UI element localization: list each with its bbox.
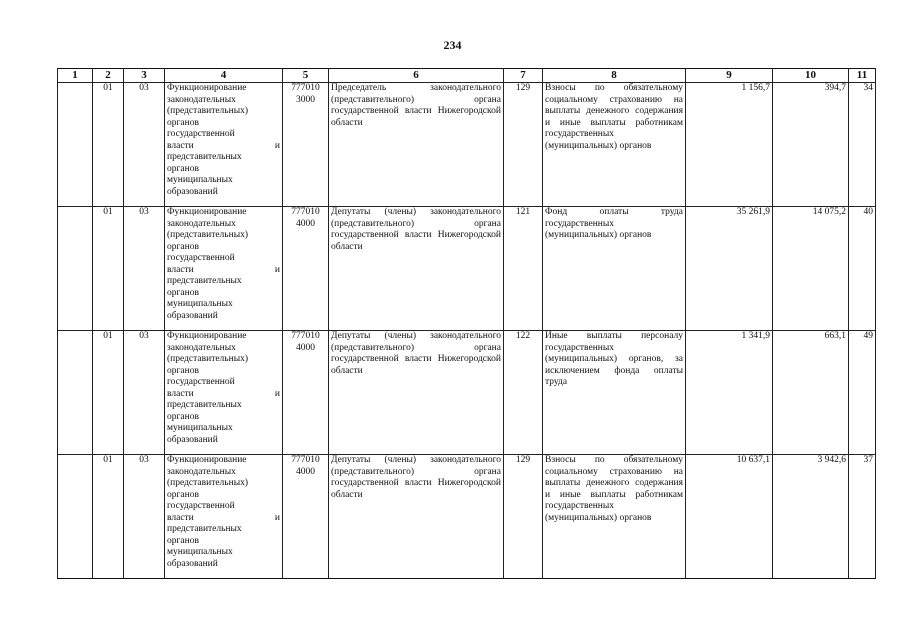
cell-recipient: Депутаты (члены) законодательного (представительного) органа государственной власти Нижегородской области: [329, 331, 504, 455]
code-line: 4000: [296, 218, 315, 229]
cell-amount-plan: 1 341,9: [686, 331, 773, 455]
text-line: органов: [167, 287, 199, 298]
cell-expense-description: Иные выплаты персоналу государственных (муниципальных) органов, за исключением фонда оплаты труда: [543, 331, 686, 455]
code-line: 777010: [291, 83, 320, 93]
text-line: органов: [167, 365, 199, 376]
cell-recipient: Председатель законодательного (представительного) органа государственной власти Нижегородской области: [329, 83, 504, 207]
text-line: органов: [167, 411, 199, 422]
text-word: власти: [167, 388, 194, 399]
text-line: законодательных: [167, 466, 236, 477]
code-line: 4000: [296, 466, 315, 477]
text-line: органов: [167, 489, 199, 500]
text-line: Функционирование: [167, 331, 247, 341]
page-number: 234: [443, 38, 462, 52]
text-word: и: [274, 388, 280, 399]
cell-recipient: Депутаты (члены) законодательного (представительного) органа государственной власти Нижегородской области: [329, 207, 504, 331]
cell-recipient: Депутаты (члены) законодательного (представительного) органа государственной власти Нижегородской области: [329, 455, 504, 579]
header-row: [58, 69, 876, 83]
text-line: образований: [167, 310, 218, 321]
text-line: органов: [167, 241, 199, 252]
text-line: образований: [167, 558, 218, 569]
justified-line: [167, 141, 280, 153]
text-line: Функционирование: [167, 83, 247, 93]
cell-subsection: 03: [124, 207, 165, 331]
cell-expense-description: Взносы по обязательному социальному страхованию на выплаты денежного содержания и иные выплаты работникам государственных (муниципальных) органов: [543, 83, 686, 207]
text-line: государственной: [167, 253, 235, 263]
cell-expense-description: Фонд оплаты труда государственных (муниципальных) органов: [543, 207, 686, 331]
text-line: (представительных): [167, 106, 249, 116]
cell-col1: [58, 455, 93, 579]
cell-subsection: 03: [124, 455, 165, 579]
code-line: 777010: [291, 331, 320, 341]
text-line: (представительных): [167, 230, 249, 240]
justified-line: [167, 513, 280, 525]
table-row: [58, 331, 876, 455]
justified-line: [167, 389, 280, 401]
text-line: органов: [167, 535, 199, 546]
cell-function-name: [165, 331, 283, 455]
cell-percent: 49: [849, 331, 876, 455]
text-line: (представительных): [167, 354, 249, 364]
text-line: представительных: [167, 276, 242, 286]
budget-table: [57, 68, 876, 579]
text-line: Функционирование: [167, 207, 247, 217]
table-row: [58, 207, 876, 331]
text-line: образований: [167, 434, 218, 445]
cell-subsection: 03: [124, 83, 165, 207]
text-line: Функционирование: [167, 455, 247, 465]
column-header-11: 11: [849, 69, 876, 83]
column-header-4: 4: [165, 69, 283, 83]
cell-amount-actual: 3 942,6: [773, 455, 849, 579]
cell-section: 01: [93, 455, 124, 579]
cell-expense-type: 129: [504, 455, 543, 579]
cell-expense-type: 129: [504, 83, 543, 207]
cell-percent: 34: [849, 83, 876, 207]
table-row: [58, 455, 876, 579]
text-line: муниципальных: [167, 547, 233, 557]
text-line: законодательных: [167, 94, 236, 105]
cell-function-name: [165, 83, 283, 207]
cell-target-code: [283, 455, 329, 579]
column-header-2: 2: [93, 69, 124, 83]
column-header-8: 8: [543, 69, 686, 83]
cell-amount-actual: 394,7: [773, 83, 849, 207]
column-header-3: 3: [124, 69, 165, 83]
text-line: представительных: [167, 524, 242, 534]
column-header-9: 9: [686, 69, 773, 83]
cell-expense-description: Взносы по обязательному социальному страхованию на выплаты денежного содержания и иные выплаты работникам государственных (муниципальных) органов: [543, 455, 686, 579]
text-line: муниципальных: [167, 423, 233, 433]
cell-subsection: 03: [124, 331, 165, 455]
cell-amount-actual: 663,1: [773, 331, 849, 455]
column-header-6: 6: [329, 69, 504, 83]
text-word: власти: [167, 140, 194, 151]
cell-percent: 40: [849, 207, 876, 331]
text-word: и: [274, 512, 280, 523]
cell-col1: [58, 83, 93, 207]
text-line: представительных: [167, 400, 242, 410]
text-line: представительных: [167, 152, 242, 162]
cell-expense-type: 121: [504, 207, 543, 331]
text-line: органов: [167, 163, 199, 174]
cell-percent: 37: [849, 455, 876, 579]
text-word: и: [274, 140, 280, 151]
text-line: муниципальных: [167, 175, 233, 185]
cell-function-name: [165, 207, 283, 331]
table-row: [58, 83, 876, 207]
text-word: власти: [167, 264, 194, 275]
cell-amount-plan: 35 261,9: [686, 207, 773, 331]
text-line: муниципальных: [167, 299, 233, 309]
text-line: законодательных: [167, 218, 236, 229]
code-line: 777010: [291, 455, 320, 465]
cell-section: 01: [93, 207, 124, 331]
column-header-1: 1: [58, 69, 93, 83]
code-line: 4000: [296, 342, 315, 353]
cell-target-code: [283, 331, 329, 455]
cell-function-name: [165, 455, 283, 579]
column-header-5: 5: [283, 69, 329, 83]
cell-amount-plan: 10 637,1: [686, 455, 773, 579]
cell-expense-type: 122: [504, 331, 543, 455]
cell-col1: [58, 331, 93, 455]
cell-col1: [58, 207, 93, 331]
justified-line: [167, 265, 280, 277]
text-word: власти: [167, 512, 194, 523]
cell-amount-actual: 14 075,2: [773, 207, 849, 331]
text-line: образований: [167, 186, 218, 197]
cell-target-code: [283, 83, 329, 207]
cell-section: 01: [93, 331, 124, 455]
cell-section: 01: [93, 83, 124, 207]
cell-amount-plan: 1 156,7: [686, 83, 773, 207]
text-word: и: [274, 264, 280, 275]
column-header-10: 10: [773, 69, 849, 83]
text-line: государственной: [167, 377, 235, 387]
code-line: 3000: [296, 94, 315, 105]
text-line: государственной: [167, 129, 235, 139]
cell-target-code: [283, 207, 329, 331]
text-line: органов: [167, 117, 199, 128]
text-line: (представительных): [167, 478, 249, 488]
column-header-7: 7: [504, 69, 543, 83]
text-line: государственной: [167, 501, 235, 511]
code-line: 777010: [291, 207, 320, 217]
text-line: законодательных: [167, 342, 236, 353]
